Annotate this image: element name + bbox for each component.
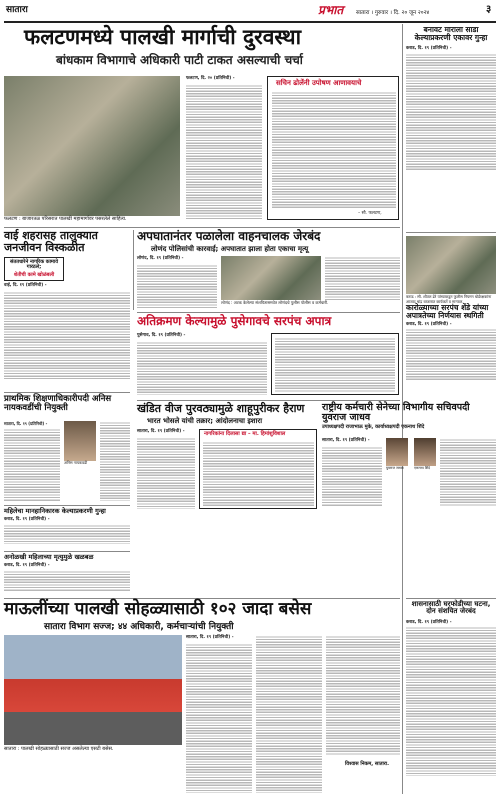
right-mid-dateline: कराड, दि. १९ (प्रतिनिधी) - <box>406 321 452 327</box>
power-headline: खंडित वीज पुरवठ्यामुळे शाहूपुरीकर हैराण <box>137 402 305 415</box>
lead-box <box>267 76 399 220</box>
buses-dateline: सातारा, दि. १९ (प्रतिनिधी) - <box>186 635 234 640</box>
edu-photo <box>64 421 96 461</box>
masthead-dateline: सातारा । गुरुवार । दि. २० जून २०२४ <box>356 10 430 16</box>
wai-kicker-2: शेतीची कामे खोळंबली <box>13 271 55 278</box>
wai-body <box>4 291 130 379</box>
sarpanch-story <box>137 315 400 397</box>
lead-box-title: सचिन ढोलेंनी उपोषण आणावयाचे <box>276 79 362 87</box>
rule-9 <box>406 598 496 599</box>
wai-dateline: वाई, दि. १९ (प्रतिनिधी) - <box>4 282 47 288</box>
rule-6 <box>4 551 130 552</box>
masthead-rule <box>4 21 496 23</box>
right-bottom-story <box>406 601 496 795</box>
power-body <box>137 437 195 509</box>
national-photos <box>322 438 496 508</box>
right-top-dateline: कराड, दि. १९ (प्रतिनिधी) - <box>406 45 452 51</box>
right-bottom-title: शासनासाठी घरफोडीच्या घटना, दोन संशयित जेरबंद <box>411 600 491 616</box>
death-story <box>4 554 130 594</box>
arrest-dateline: कराड, दि. १९ (प्रतिनिधी) - <box>4 516 50 522</box>
edu-dateline: सातारा, दि. १९ (प्रतिनिधी) - <box>4 421 48 426</box>
death-body <box>4 570 130 592</box>
accident-photo <box>221 256 321 300</box>
national-headline: राष्ट्रीय कर्मचारी सेनेच्या विभागीय सचिवपदी युवराज जाधव <box>322 402 470 423</box>
accident-subhead: लोणंद पोलिसांची कारवाई; अपघातात झाला होता एकाचा मृत्यू <box>151 244 309 253</box>
lead-photo-caption: फलटण : बाजारतळ परिसरात पालखी महामार्गावर पसरलेले साहित्य. <box>4 216 180 222</box>
accident-headline: अपघातानंतर पळालेला वाहनचालक जेरबंद <box>137 229 321 243</box>
national-photo-1-name: युवराज जाधव <box>386 466 404 470</box>
sarpanch-dateline: पुसेगाव, दि. १९ (प्रतिनिधी) - <box>137 333 186 338</box>
power-box <box>199 429 317 509</box>
masthead <box>0 0 500 22</box>
lead-subhead: बांधकाम विभागाचे अधिकारी पाटी टाकत असल्याची चर्चा <box>56 53 303 67</box>
right-top-story <box>406 26 496 226</box>
accident-story <box>137 230 400 310</box>
buses-photo-name: विश्वास निकम, सातारा. <box>345 761 389 767</box>
page-number: ३ <box>486 4 492 15</box>
lead-photo <box>4 76 180 222</box>
power-subhead: भारत भोसले यांची तक्रार; आंदोलनाचा इशारा <box>147 416 263 425</box>
edu-body-2 <box>100 421 130 501</box>
masthead-logo: प्रभात <box>318 3 344 17</box>
national-photo-2 <box>414 438 436 466</box>
national-photo-1 <box>386 438 408 466</box>
wai-headline: वाई शहरासह तालुक्यात जनजीवन विस्कळीत <box>4 229 98 254</box>
arrest-title: महिलेचा मानहानिकारक केल्याप्रकरणी गुन्हा <box>4 507 106 515</box>
national-subhead: उपाध्यक्षपदी राजाभाऊ मुके, कार्याध्यक्षपदी एकनाथ शिंदे <box>322 423 425 430</box>
right-bottom-body <box>406 626 496 776</box>
arrest-story <box>4 508 130 548</box>
right-mid-photo <box>406 236 496 294</box>
rule-4 <box>137 400 400 401</box>
death-dateline: कराड, दि. १९ (प्रतिनिधी) - <box>4 562 50 568</box>
rule-2 <box>137 312 400 313</box>
right-mid-body <box>406 328 496 380</box>
right-mid-article <box>406 304 496 396</box>
power-box-body <box>203 441 314 507</box>
lead-box-body <box>272 91 396 209</box>
right-top-title: बनावट माराला साडा केल्याप्रकरणी एकावर गुन्हा <box>414 25 488 42</box>
lead-box-byline: – सौ. फलटण, <box>358 211 382 216</box>
buses-photo-caption: सातारा : पालखी सोहळ्यासाठी सज्ज असलेल्या एसटी बसेस. <box>4 746 114 752</box>
rule-8 <box>406 232 496 233</box>
buses-body-3 <box>326 635 400 755</box>
sarpanch-headline: अतिक्रमण केल्यामुळे पुसेगावचे सरपंच अपात्र <box>137 314 332 328</box>
edu-headline: प्राथमिक शिक्षणाधिकारीपदी अनिस नायकवडींची नियुक्ती <box>4 394 112 413</box>
buses-body <box>186 643 252 793</box>
accident-dateline: लोणंद, दि. १९ (प्रतिनिधी) - <box>137 256 184 261</box>
lead-body <box>186 84 262 220</box>
power-box-title: नागरिकांना दिलासा द्या – मा. हिमांशुविशाल <box>204 431 286 437</box>
edu-photo-name: अनिस नायकवडी <box>64 460 88 465</box>
national-photo-2-name: एकनाथ शिंदे <box>414 466 430 470</box>
death-title: अनोळखी महिलाच्या मृत्युमुळे खळबळ <box>4 553 94 561</box>
wai-story <box>4 230 130 390</box>
lead-story <box>4 24 400 226</box>
right-mid-headline: कारोळ्याच्या सरपंच शेंडे यांच्या अपात्रतेच्या निर्णयास स्थगिती <box>406 303 489 320</box>
sarpanch-body <box>137 341 267 395</box>
edu-body <box>4 428 60 502</box>
rule-5 <box>4 505 130 506</box>
sarpanch-box <box>271 333 399 395</box>
wai-kicker-box <box>4 257 64 281</box>
accident-body-2 <box>325 256 400 300</box>
buses-subhead: सातारा विभाग सज्ज; ४४ अधिकारी, कर्मचाऱ्यांची नियुक्ती <box>44 621 234 632</box>
sarpanch-box-body <box>275 337 395 392</box>
buses-story <box>4 601 400 795</box>
right-mid-photo-caption: कराड : सौ. शीतल ढेरे यांच्याकडून फुलीस नियमन बोर्डरक्षकांना आजाद चांद्र बाजारात कार्यकर्ते व मान्यवर. <box>406 294 492 304</box>
wai-kicker-1: संततधारेने नागरिक कामावे गारठले; <box>9 259 59 271</box>
masthead-city: सातारा <box>6 5 28 15</box>
rule-1 <box>4 227 400 228</box>
right-top-body <box>406 53 496 171</box>
national-body-2 <box>440 438 496 506</box>
buses-photo <box>4 635 182 745</box>
edu-story <box>4 395 130 503</box>
national-body <box>322 446 382 506</box>
national-dateline: सातारा, दि. १९ (प्रतिनिधी) - <box>322 438 370 443</box>
rule-v1 <box>133 230 134 310</box>
arrest-body <box>4 524 130 544</box>
lead-headline: फलटणमध्ये पालखी मार्गाची दुरवस्था <box>24 25 302 49</box>
accident-body <box>137 264 217 308</box>
lead-dateline: फलटण, दि. २० (प्रतिनिधी) - <box>186 76 235 81</box>
accident-photo-caption: लोणंद : अटक केलेल्या संशयितासमवेत लोणंदचे पुलीस पोलीस व कर्मचारी. <box>221 300 329 305</box>
power-dateline: सातारा, दि. १९ (प्रतिनिधी) - <box>137 429 185 434</box>
right-bottom-dateline: कराड, दि. १९ (प्रतिनिधी) - <box>406 619 452 625</box>
buses-headline: माऊलींच्या पालखी सोहळ्यासाठी १०२ जादा बसेस <box>4 599 312 619</box>
rule-3 <box>4 392 130 393</box>
buses-body-2 <box>256 635 322 793</box>
